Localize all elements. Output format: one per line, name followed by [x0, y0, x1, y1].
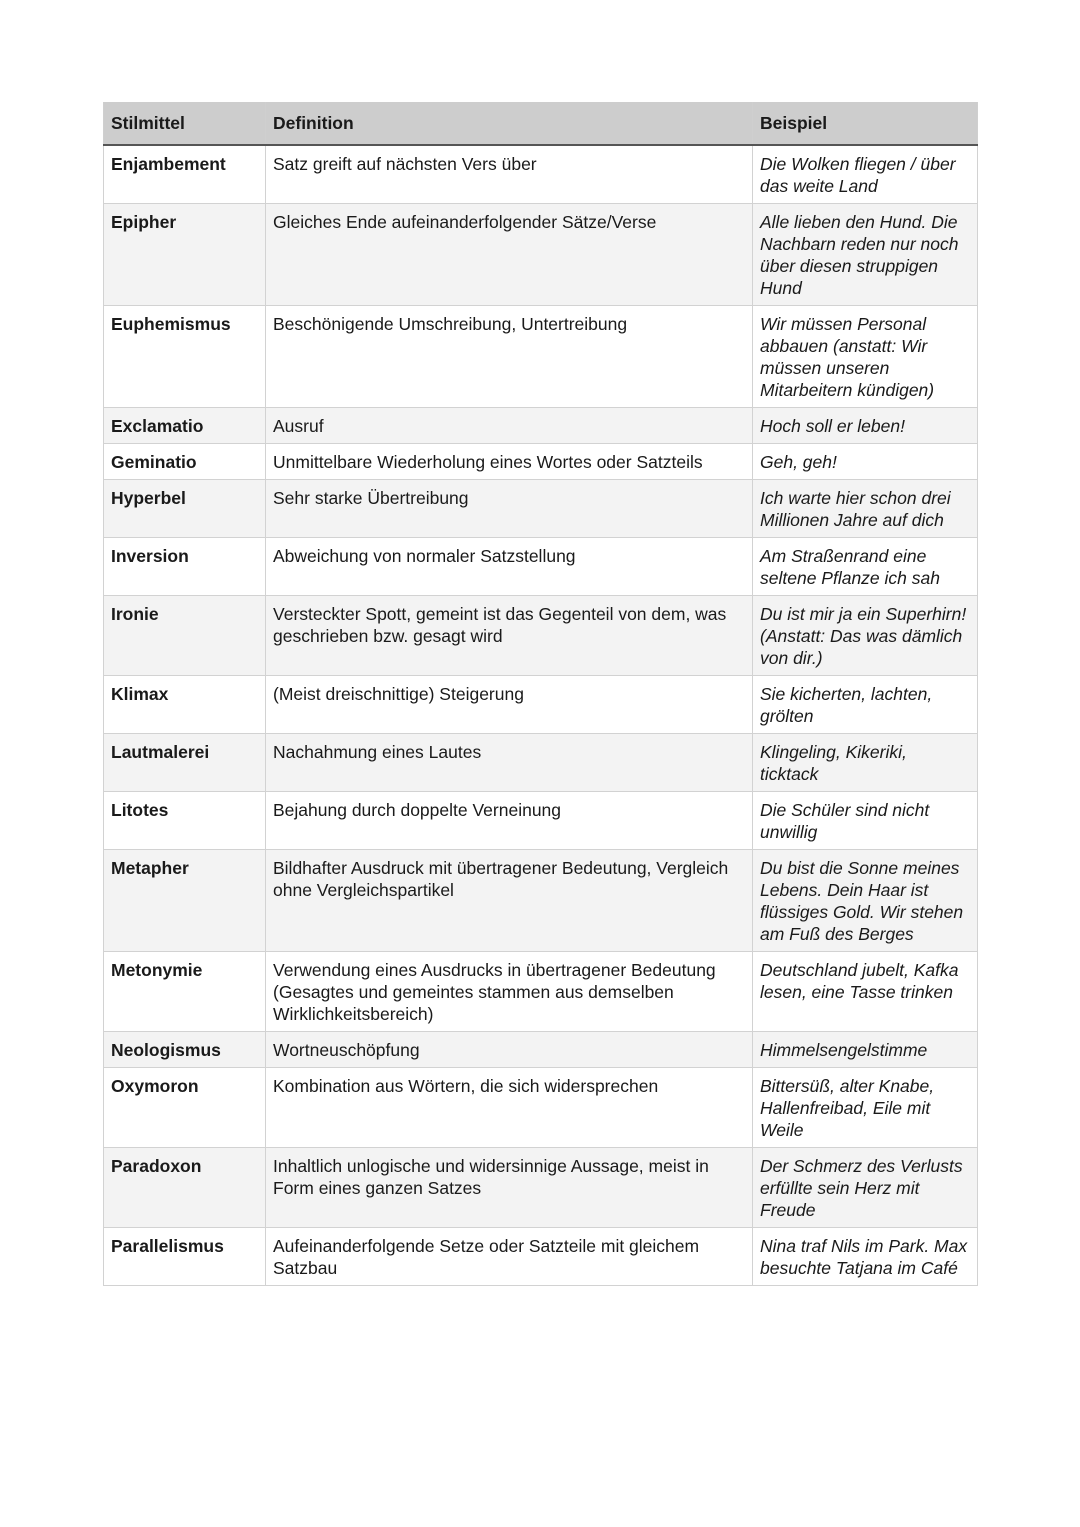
definition-cell: Nachahmung eines Lautes — [266, 734, 753, 792]
term-cell: Epipher — [104, 204, 266, 306]
term-cell: Oxymoron — [104, 1068, 266, 1148]
definition-cell: Aufeinanderfolgende Setze oder Satzteile mit gleichem Satzbau — [266, 1228, 753, 1286]
example-cell: Geh, geh! — [753, 444, 978, 480]
example-cell: Am Straßenrand eine seltene Pflanze ich sah — [753, 538, 978, 596]
term-cell: Enjambement — [104, 145, 266, 204]
example-cell: Wir müssen Personal abbauen (anstatt: Wir müssen unseren Mitarbeitern kündigen) — [753, 306, 978, 408]
term-cell: Hyperbel — [104, 480, 266, 538]
table-row — [104, 480, 978, 538]
example-cell: Klingeling, Kikeriki, ticktack — [753, 734, 978, 792]
term-cell: Ironie — [104, 596, 266, 676]
table-row — [104, 408, 978, 444]
table-row — [104, 1148, 978, 1228]
example-cell: Die Wolken fliegen / über das weite Land — [753, 145, 978, 204]
definition-cell: Sehr starke Übertreibung — [266, 480, 753, 538]
example-cell: Die Schüler sind nicht unwillig — [753, 792, 978, 850]
term-cell: Euphemismus — [104, 306, 266, 408]
definition-cell: Unmittelbare Wiederholung eines Wortes oder Satzteils — [266, 444, 753, 480]
example-cell: Nina traf Nils im Park. Max besuchte Tatjana im Café — [753, 1228, 978, 1286]
table-body — [104, 145, 978, 1286]
definition-cell: Gleiches Ende aufeinanderfolgender Sätze/Verse — [266, 204, 753, 306]
example-cell: Du bist die Sonne meines Lebens. Dein Haar ist flüssiges Gold. Wir stehen am Fuß des Berges — [753, 850, 978, 952]
header-definition: Definition — [266, 102, 753, 145]
example-cell: Sie kicherten, lachten, grölten — [753, 676, 978, 734]
table-row — [104, 596, 978, 676]
term-cell: Exclamatio — [104, 408, 266, 444]
example-cell: Bittersüß, alter Knabe, Hallenfreibad, Eile mit Weile — [753, 1068, 978, 1148]
term-cell: Lautmalerei — [104, 734, 266, 792]
term-cell: Inversion — [104, 538, 266, 596]
table-row — [104, 676, 978, 734]
definition-cell: Ausruf — [266, 408, 753, 444]
header-term: Stilmittel — [104, 102, 266, 145]
definition-cell: Inhaltlich unlogische und widersinnige Aussage, meist in Form eines ganzen Satzes — [266, 1148, 753, 1228]
definition-cell: Satz greift auf nächsten Vers über — [266, 145, 753, 204]
term-cell: Neologismus — [104, 1032, 266, 1068]
definition-cell: Verwendung eines Ausdrucks in übertragener Bedeutung (Gesagtes und gemeintes stammen aus demselben Wirklichkeitsbereich) — [266, 952, 753, 1032]
definition-cell: Bejahung durch doppelte Verneinung — [266, 792, 753, 850]
term-cell: Parallelismus — [104, 1228, 266, 1286]
definition-cell: Kombination aus Wörtern, die sich widersprechen — [266, 1068, 753, 1148]
table-row — [104, 204, 978, 306]
definition-cell: Wortneuschöpfung — [266, 1032, 753, 1068]
definition-cell: (Meist dreischnittige) Steigerung — [266, 676, 753, 734]
stilmittel-table — [103, 102, 978, 1286]
example-cell: Alle lieben den Hund. Die Nachbarn reden nur noch über diesen struppigen Hund — [753, 204, 978, 306]
table-row — [104, 1068, 978, 1148]
table-row — [104, 1228, 978, 1286]
table-row — [104, 850, 978, 952]
definition-cell: Beschönigende Umschreibung, Untertreibung — [266, 306, 753, 408]
table-row — [104, 792, 978, 850]
example-cell: Himmelsengelstimme — [753, 1032, 978, 1068]
table-row — [104, 145, 978, 204]
table-row — [104, 1032, 978, 1068]
term-cell: Klimax — [104, 676, 266, 734]
example-cell: Du ist mir ja ein Superhirn! (Anstatt: Das was dämlich von dir.) — [753, 596, 978, 676]
definition-cell: Bildhafter Ausdruck mit übertragener Bedeutung, Vergleich ohne Vergleichspartikel — [266, 850, 753, 952]
table-row — [104, 734, 978, 792]
header-example: Beispiel — [753, 102, 978, 145]
example-cell: Hoch soll er leben! — [753, 408, 978, 444]
table-row — [104, 538, 978, 596]
term-cell: Metapher — [104, 850, 266, 952]
example-cell: Deutschland jubelt, Kafka lesen, eine Tasse trinken — [753, 952, 978, 1032]
term-cell: Paradoxon — [104, 1148, 266, 1228]
table-row — [104, 952, 978, 1032]
table-header-row — [104, 102, 978, 145]
table-row — [104, 306, 978, 408]
term-cell: Geminatio — [104, 444, 266, 480]
example-cell: Ich warte hier schon drei Millionen Jahre auf dich — [753, 480, 978, 538]
table-row — [104, 444, 978, 480]
definition-cell: Abweichung von normaler Satzstellung — [266, 538, 753, 596]
example-cell: Der Schmerz des Verlusts erfüllte sein Herz mit Freude — [753, 1148, 978, 1228]
term-cell: Metonymie — [104, 952, 266, 1032]
definition-cell: Versteckter Spott, gemeint ist das Gegenteil von dem, was geschrieben bzw. gesagt wird — [266, 596, 753, 676]
term-cell: Litotes — [104, 792, 266, 850]
